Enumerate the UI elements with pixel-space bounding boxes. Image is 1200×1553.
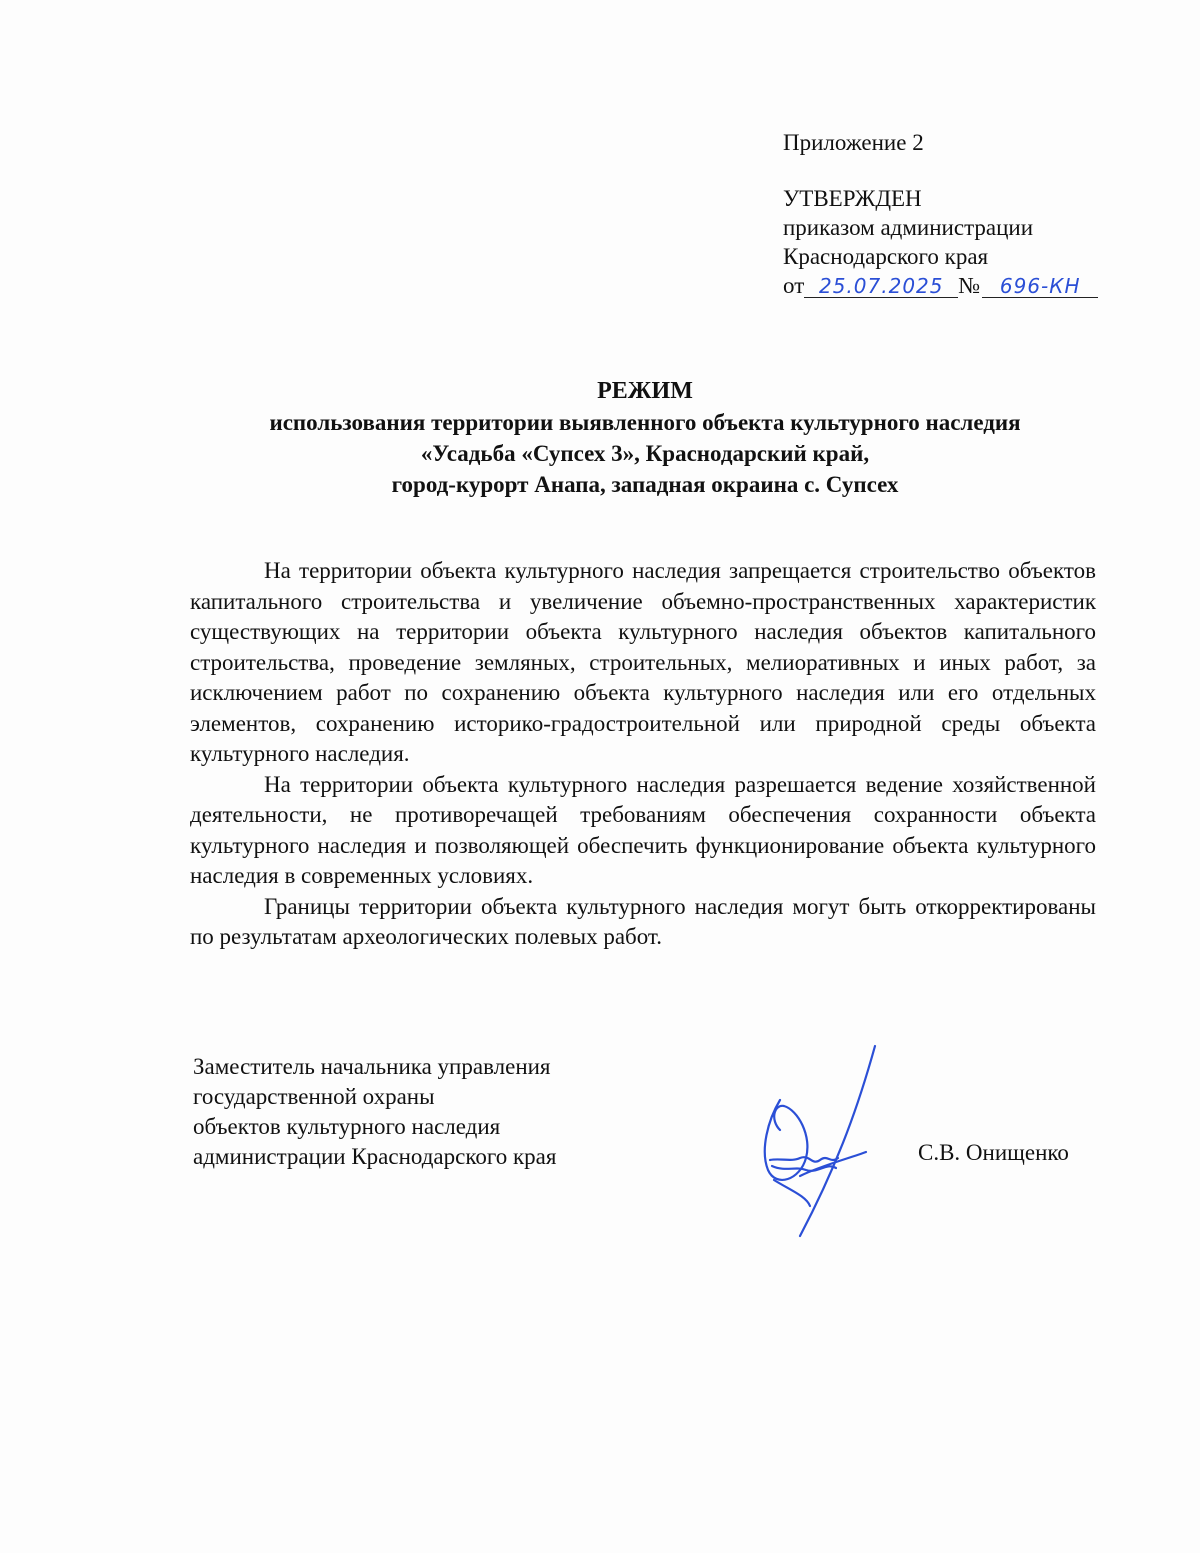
title-line-3: город-курорт Анапа, западная окраина с. Супсех — [391, 472, 899, 497]
paragraph-prohibitions: На территории объекта культурного наследия запрещается строительство объектов капитального строительства и увеличение объемно-пространственных характеристик существующих на территории объекта культурного наследия объектов капитального строительства, проведение земляных, строительных, мелиоративных и иных работ, за исключением работ по сохранению объекта культурного наследия или его отдельных элементов, сохранению историко-градостроительной или природной среды объекта культурного наследия. — [190, 558, 1096, 766]
handwritten-signature — [740, 1040, 900, 1240]
document-body — [190, 556, 1096, 953]
approval-stamp-block — [783, 128, 1163, 300]
document-title — [150, 376, 1140, 500]
signer-name: С.В. Онищенко — [918, 1140, 1069, 1165]
signer-position — [193, 1052, 643, 1172]
number-prefix: № — [958, 273, 981, 298]
order-number-handwritten: 696-КН — [982, 275, 1098, 298]
approved-region: Краснодарского края — [783, 244, 989, 269]
approved-label: УТВЕРЖДЕН — [783, 186, 922, 211]
date-prefix: от — [783, 273, 805, 298]
order-date-handwritten: 25.07.2025 — [804, 275, 958, 298]
title-line-2: «Усадьба «Супсех 3», Краснодарский край, — [420, 441, 870, 466]
paragraph-boundaries: Границы территории объекта культурного наследия могут быть откорректированы по результатам археологических полевых работ. — [190, 893, 1096, 949]
annex-label: Приложение 2 — [783, 130, 924, 155]
signer-position-line-3: объектов культурного наследия — [193, 1114, 501, 1139]
paragraph-permissions: На территории объекта культурного наследия разрешается ведение хозяйственной деятельности, не противоречащей требованиям обеспечения сохранности объекта культурного наследия и позволяющей обеспечить функционирование объекта культурного наследия в современных условиях. — [190, 771, 1096, 888]
signer-position-line-2: государственной охраны — [193, 1084, 435, 1109]
title-main: РЕЖИМ — [597, 378, 693, 404]
approved-by-order: приказом администрации — [783, 215, 1034, 240]
signer-position-line-4: администрации Краснодарского края — [193, 1144, 557, 1169]
signer-position-line-1: Заместитель начальника управления — [193, 1054, 551, 1079]
order-date-number-line — [783, 271, 1163, 300]
title-line-1: использования территории выявленного объекта культурного наследия — [269, 410, 1021, 435]
